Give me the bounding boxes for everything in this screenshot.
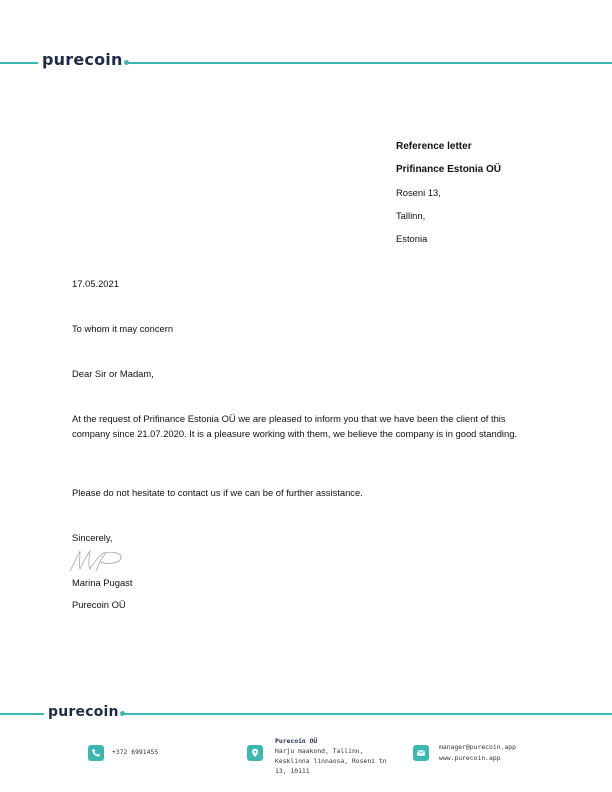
header-line-right (127, 62, 612, 64)
footer-line-right (122, 713, 612, 715)
recipient-address-line3: Estonia (396, 233, 428, 244)
recipient-address-line1: Roseni 13, (396, 187, 441, 198)
letter-to-whom: To whom it may concern (72, 323, 174, 334)
footer-address-line1: Harju maakond, Tallinn, (275, 747, 364, 755)
footer-address-line3: 13, 10111 (275, 767, 310, 775)
signatory-company: Purecoin OÜ (72, 599, 126, 610)
letter-date: 17.05.2021 (72, 278, 119, 289)
map-pin-icon (247, 745, 263, 761)
signatory-name: Marina Pugast (72, 577, 133, 588)
footer-phone: +372 6991455 (112, 748, 159, 756)
letter-salutation: Dear Sir or Madam, (72, 368, 154, 379)
footer-line-left (0, 713, 44, 715)
footer-logo (48, 705, 125, 719)
footer-address-line2: Kesklinna linnaosa, Roseni tn (275, 757, 387, 765)
handwritten-signature (66, 545, 128, 575)
footer-website[interactable]: www.purecoin.app (439, 754, 501, 762)
recipient-company: Prifinance Estonia OÜ (396, 164, 502, 175)
recipient-address-line2: Tallinn, (396, 210, 426, 221)
letter-body: At the request of Prifinance Estonia OÜ we are pleased to inform you that we have been the client of this company since 21.07.2020. It is a pleasure working with them, we believe the company is in good standing. (72, 413, 518, 439)
phone-icon (88, 745, 104, 761)
letter-signoff: Sincerely, (72, 532, 113, 543)
document-title: Reference letter (396, 141, 472, 152)
footer-company-name: Purecoin OÜ (275, 737, 318, 745)
letter-closing-note: Please do not hesitate to contact us if we can be of further assistance. (72, 487, 363, 498)
footer-logo-text: purecoin (48, 704, 119, 720)
header-line-left (0, 62, 38, 64)
mail-icon (413, 745, 429, 761)
footer-email[interactable]: manager@purecoin.app (439, 743, 516, 751)
header-logo-text: purecoin (42, 50, 123, 69)
header-logo (42, 52, 129, 68)
